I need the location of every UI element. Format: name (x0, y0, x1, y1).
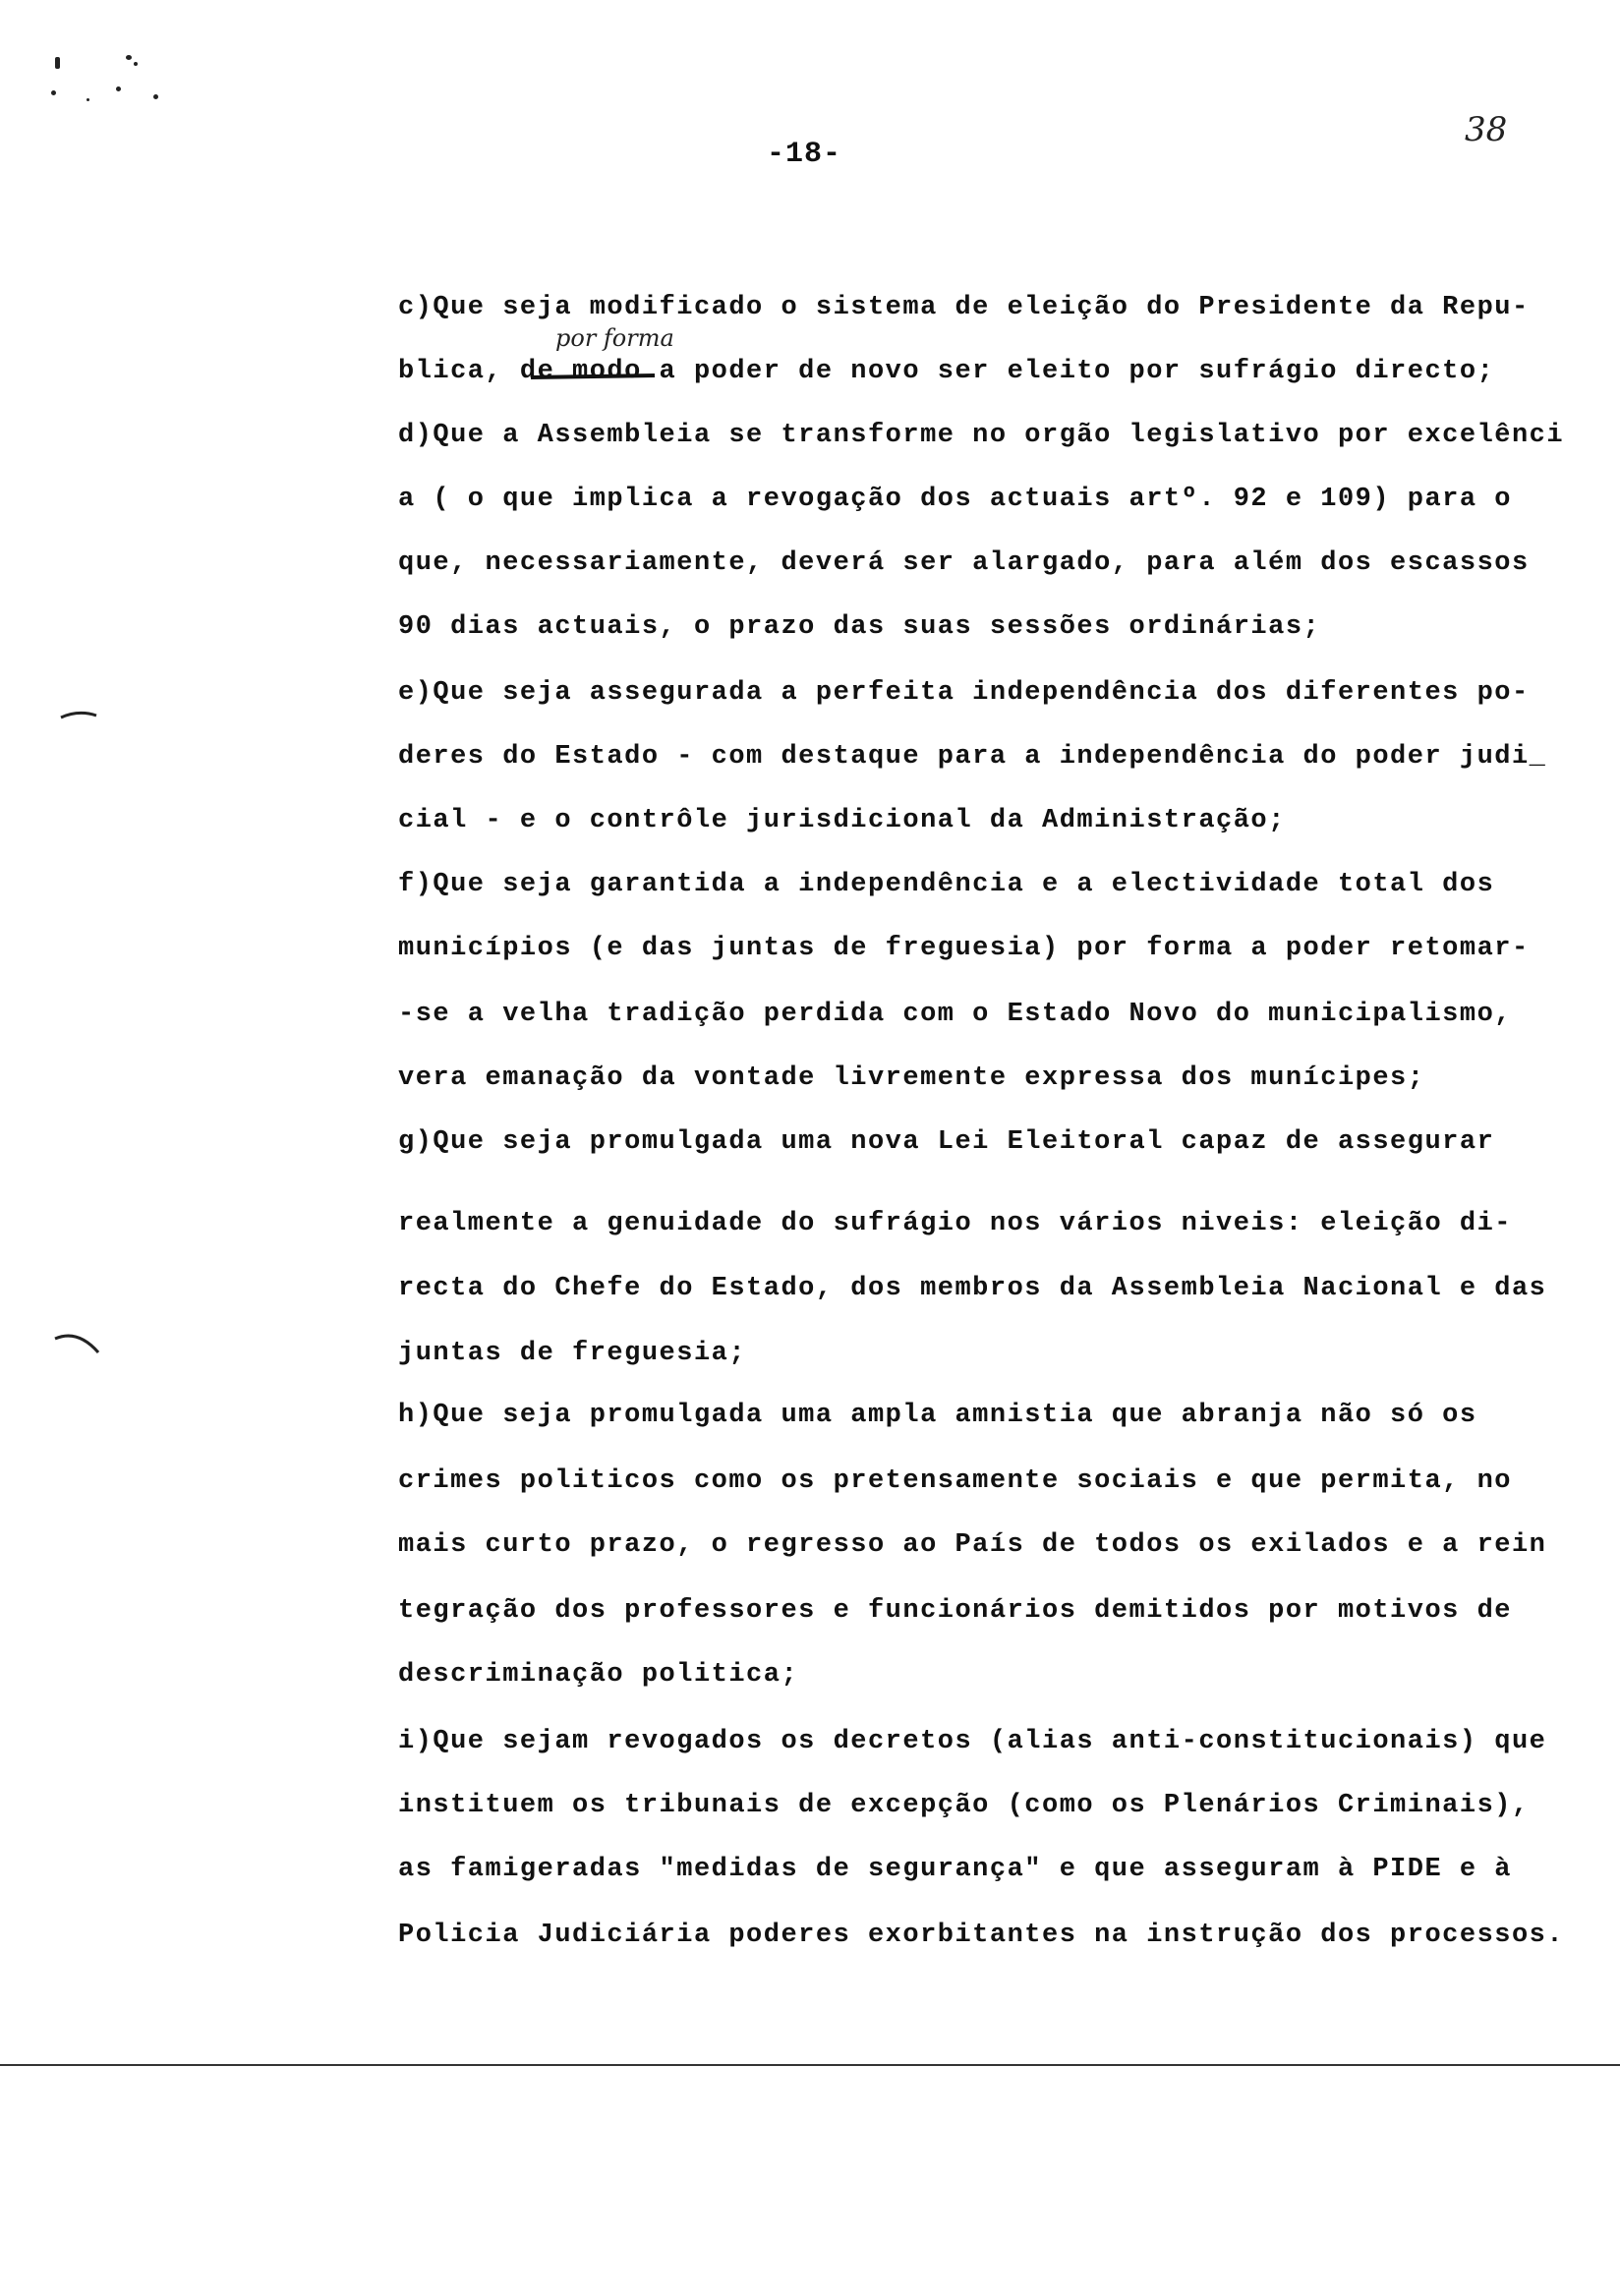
text-line: g)Que seja promulgada uma nova Lei Eleitoral capaz de assegurar (398, 1127, 1495, 1157)
ink-speck (87, 98, 89, 101)
text-line: -se a velha tradição perdida com o Estado Novo do municipalismo, (398, 1000, 1512, 1029)
text-line: descriminação politica; (398, 1660, 799, 1690)
text-line: deres do Estado - com destaque para a independência do poder judi_ (398, 742, 1547, 772)
text-line: blica, de modo a poder de novo ser eleito por sufrágio directo; (398, 357, 1495, 386)
text-line: recta do Chefe do Estado, dos membros da Assembleia Nacional e das (398, 1274, 1547, 1303)
page-number: -18- (767, 138, 842, 171)
ink-speck (55, 57, 60, 69)
text-line: que, necessariamente, deverá ser alargado, para além dos escassos (398, 548, 1530, 578)
text-line: municípios (e das juntas de freguesia) por forma a poder retomar- (398, 934, 1530, 963)
text-line: e)Que seja assegurada a perfeita independência dos diferentes po- (398, 678, 1530, 708)
ink-speck (51, 90, 56, 95)
strikethrough-mark (529, 366, 657, 389)
horizontal-rule (0, 2064, 1620, 2066)
text-line: cial - e o contrôle jurisdicional da Administração; (398, 806, 1286, 835)
text-line: juntas de freguesia; (398, 1339, 747, 1368)
text-line: d)Que a Assembleia se transforme no orgão legislativo por excelênci (398, 421, 1565, 450)
text-line: vera emanação da vontade livremente expressa dos munícipes; (398, 1063, 1425, 1093)
text-line: realmente a genuidade do sufrágio nos vários niveis: eleição di- (398, 1209, 1512, 1238)
text-line: h)Que seja promulgada uma ampla amnistia que abranja não só os (398, 1401, 1477, 1430)
text-line: mais curto prazo, o regresso ao País de todos os exilados e a rein (398, 1530, 1547, 1560)
text-line: c)Que seja modificado o sistema de eleição do Presidente da Repu- (398, 293, 1530, 322)
text-line: f)Que seja garantida a independência e a electividade total dos (398, 870, 1495, 899)
ink-speck (126, 55, 132, 60)
text-line: as famigeradas "medidas de segurança" e que asseguram à PIDE e à (398, 1855, 1512, 1884)
ink-speck (134, 62, 138, 66)
text-line: a ( o que implica a revogação dos actuais artº. 92 e 109) para o (398, 485, 1512, 514)
margin-curve-mark (53, 1329, 102, 1358)
text-line: instituem os tribunais de excepção (como os Plenários Criminais), (398, 1791, 1530, 1820)
text-line: Policia Judiciária poderes exorbitantes na instrução dos processos. (398, 1921, 1565, 1950)
handwritten-correction: por forma (555, 324, 674, 352)
text-line: tegração dos professores e funcionários demitidos por motivos de (398, 1596, 1512, 1626)
text-line: 90 dias actuais, o prazo das suas sessões ordinárias; (398, 612, 1321, 642)
ink-speck (116, 86, 121, 91)
text-line: i)Que sejam revogados os decretos (alias anti-constitucionais) que (398, 1727, 1547, 1756)
archive-number: 38 (1465, 110, 1508, 149)
text-line: crimes politicos como os pretensamente sociais e que permita, no (398, 1466, 1512, 1496)
ink-speck (153, 94, 158, 99)
margin-dash-mark (59, 708, 98, 723)
